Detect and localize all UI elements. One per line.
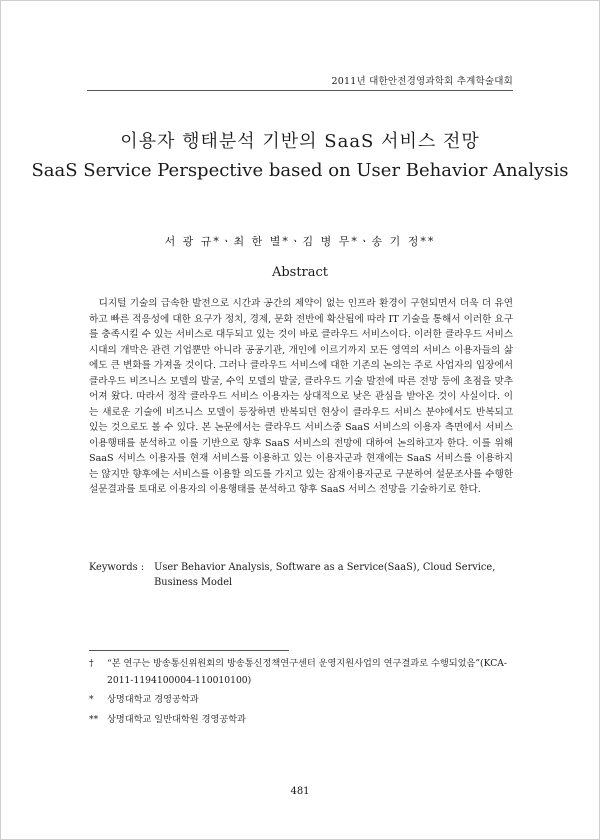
author-list: 서 광 규*ㆍ최 한 별*ㆍ김 병 무*ㆍ송 기 정** bbox=[164, 235, 436, 248]
footnote-text: 상명대학교 경영공학과 bbox=[107, 694, 199, 705]
footnote-affiliation-1 bbox=[89, 692, 513, 709]
footnote-mark: ** bbox=[89, 713, 99, 725]
footnote-affiliation-2 bbox=[89, 712, 513, 729]
abstract-body: 디지털 기술의 급속한 발전으로 시간과 공간의 제약이 없는 인프라 환경이 구현되면서 더욱 더 유연하고 빠른 적응성에 대한 요구가 정치, 경제, 문화 전반에 확산됨에 따라 IT 기술을 통해서 이러한 요구를 충족시킬 수 있는 서비스로 대두되고 있는 것이 바로 클라우드 서비스이다. 이러한 클라우드 서비스 시대의 개막은 관련 기업뿐만 아니라 공공기관, 개인에 이르기까지 모든 영역의 서비스 이용자들의 삶에도 큰 변화를 가져올 것이다. 그러나 클라우드 서비스에 대한 기존의 논의는 주로 사업자의 입장에서 클라우드 비즈니스 모델의 발굴, 수익 모델의 발굴, 클라우드 기술 발전에 따른 전망 등에 초점을 맞추어져 왔다. 따라서 정작 클라우드 서비스 이용자는 상대적으로 낮은 관심을 받아온 것이 사실이다. 이는 새로운 기술에 비즈니스 모델이 등장하면 반복되던 현상이 클라우드 서비스 분야에서도 반복되고 있는 것으로도 볼 수 있다. 본 논문에서는 클라우드 서비스중 SaaS 서비스의 이용자 측면에서 서비스 이용행태를 분석하고 이를 기반으로 향후 SaaS 서비스의 전망에 대하여 논의하고자 한다. 이를 위해 SaaS 서비스 이용자를 현재 서비스를 이용하고 있는 이용자군과 현재에는 SaaS 서비스를 이용하지는 않지만 향후에는 서비스를 이용할 의도를 가지고 있는 잠재이용자군로 구분하여 설문조사를 수행한 설문결과를 토대로 이용자의 이용행태를 분석하고 향후 SaaS 서비스 전망을 기술하기로 한다. bbox=[89, 298, 513, 495]
page-number: 481 bbox=[290, 786, 310, 797]
keywords-value: User Behavior Analysis, Software as a Service(SaaS), Cloud Service, Business Model bbox=[154, 562, 496, 588]
footnote-rule bbox=[89, 650, 289, 651]
header-rule bbox=[87, 90, 513, 91]
footnotes bbox=[89, 656, 513, 731]
footnote-funding bbox=[89, 656, 513, 689]
footnote-text: “본 연구는 방송통신위원회의 방송통신정책연구센터 운영지원사업의 연구결과로 수행되었음”(KCA-2011-1194100004-110010100) bbox=[107, 658, 508, 686]
keywords-label: Keywords : bbox=[89, 562, 145, 573]
keywords bbox=[89, 560, 513, 590]
footnote-mark: † bbox=[89, 658, 94, 669]
title-english: SaaS Service Perspective based on User Behavior Analysis bbox=[31, 160, 569, 181]
abstract-heading: Abstract bbox=[271, 265, 329, 280]
running-header: 2011년 대한안전경영과학회 추계학술대회 bbox=[331, 76, 513, 87]
footnote-mark: * bbox=[89, 694, 94, 705]
footnote-text: 상명대학교 일반대학원 경영공학과 bbox=[107, 713, 246, 725]
title-korean: 이용자 행태분석 기반의 SaaS 서비스 전망 bbox=[120, 131, 480, 152]
